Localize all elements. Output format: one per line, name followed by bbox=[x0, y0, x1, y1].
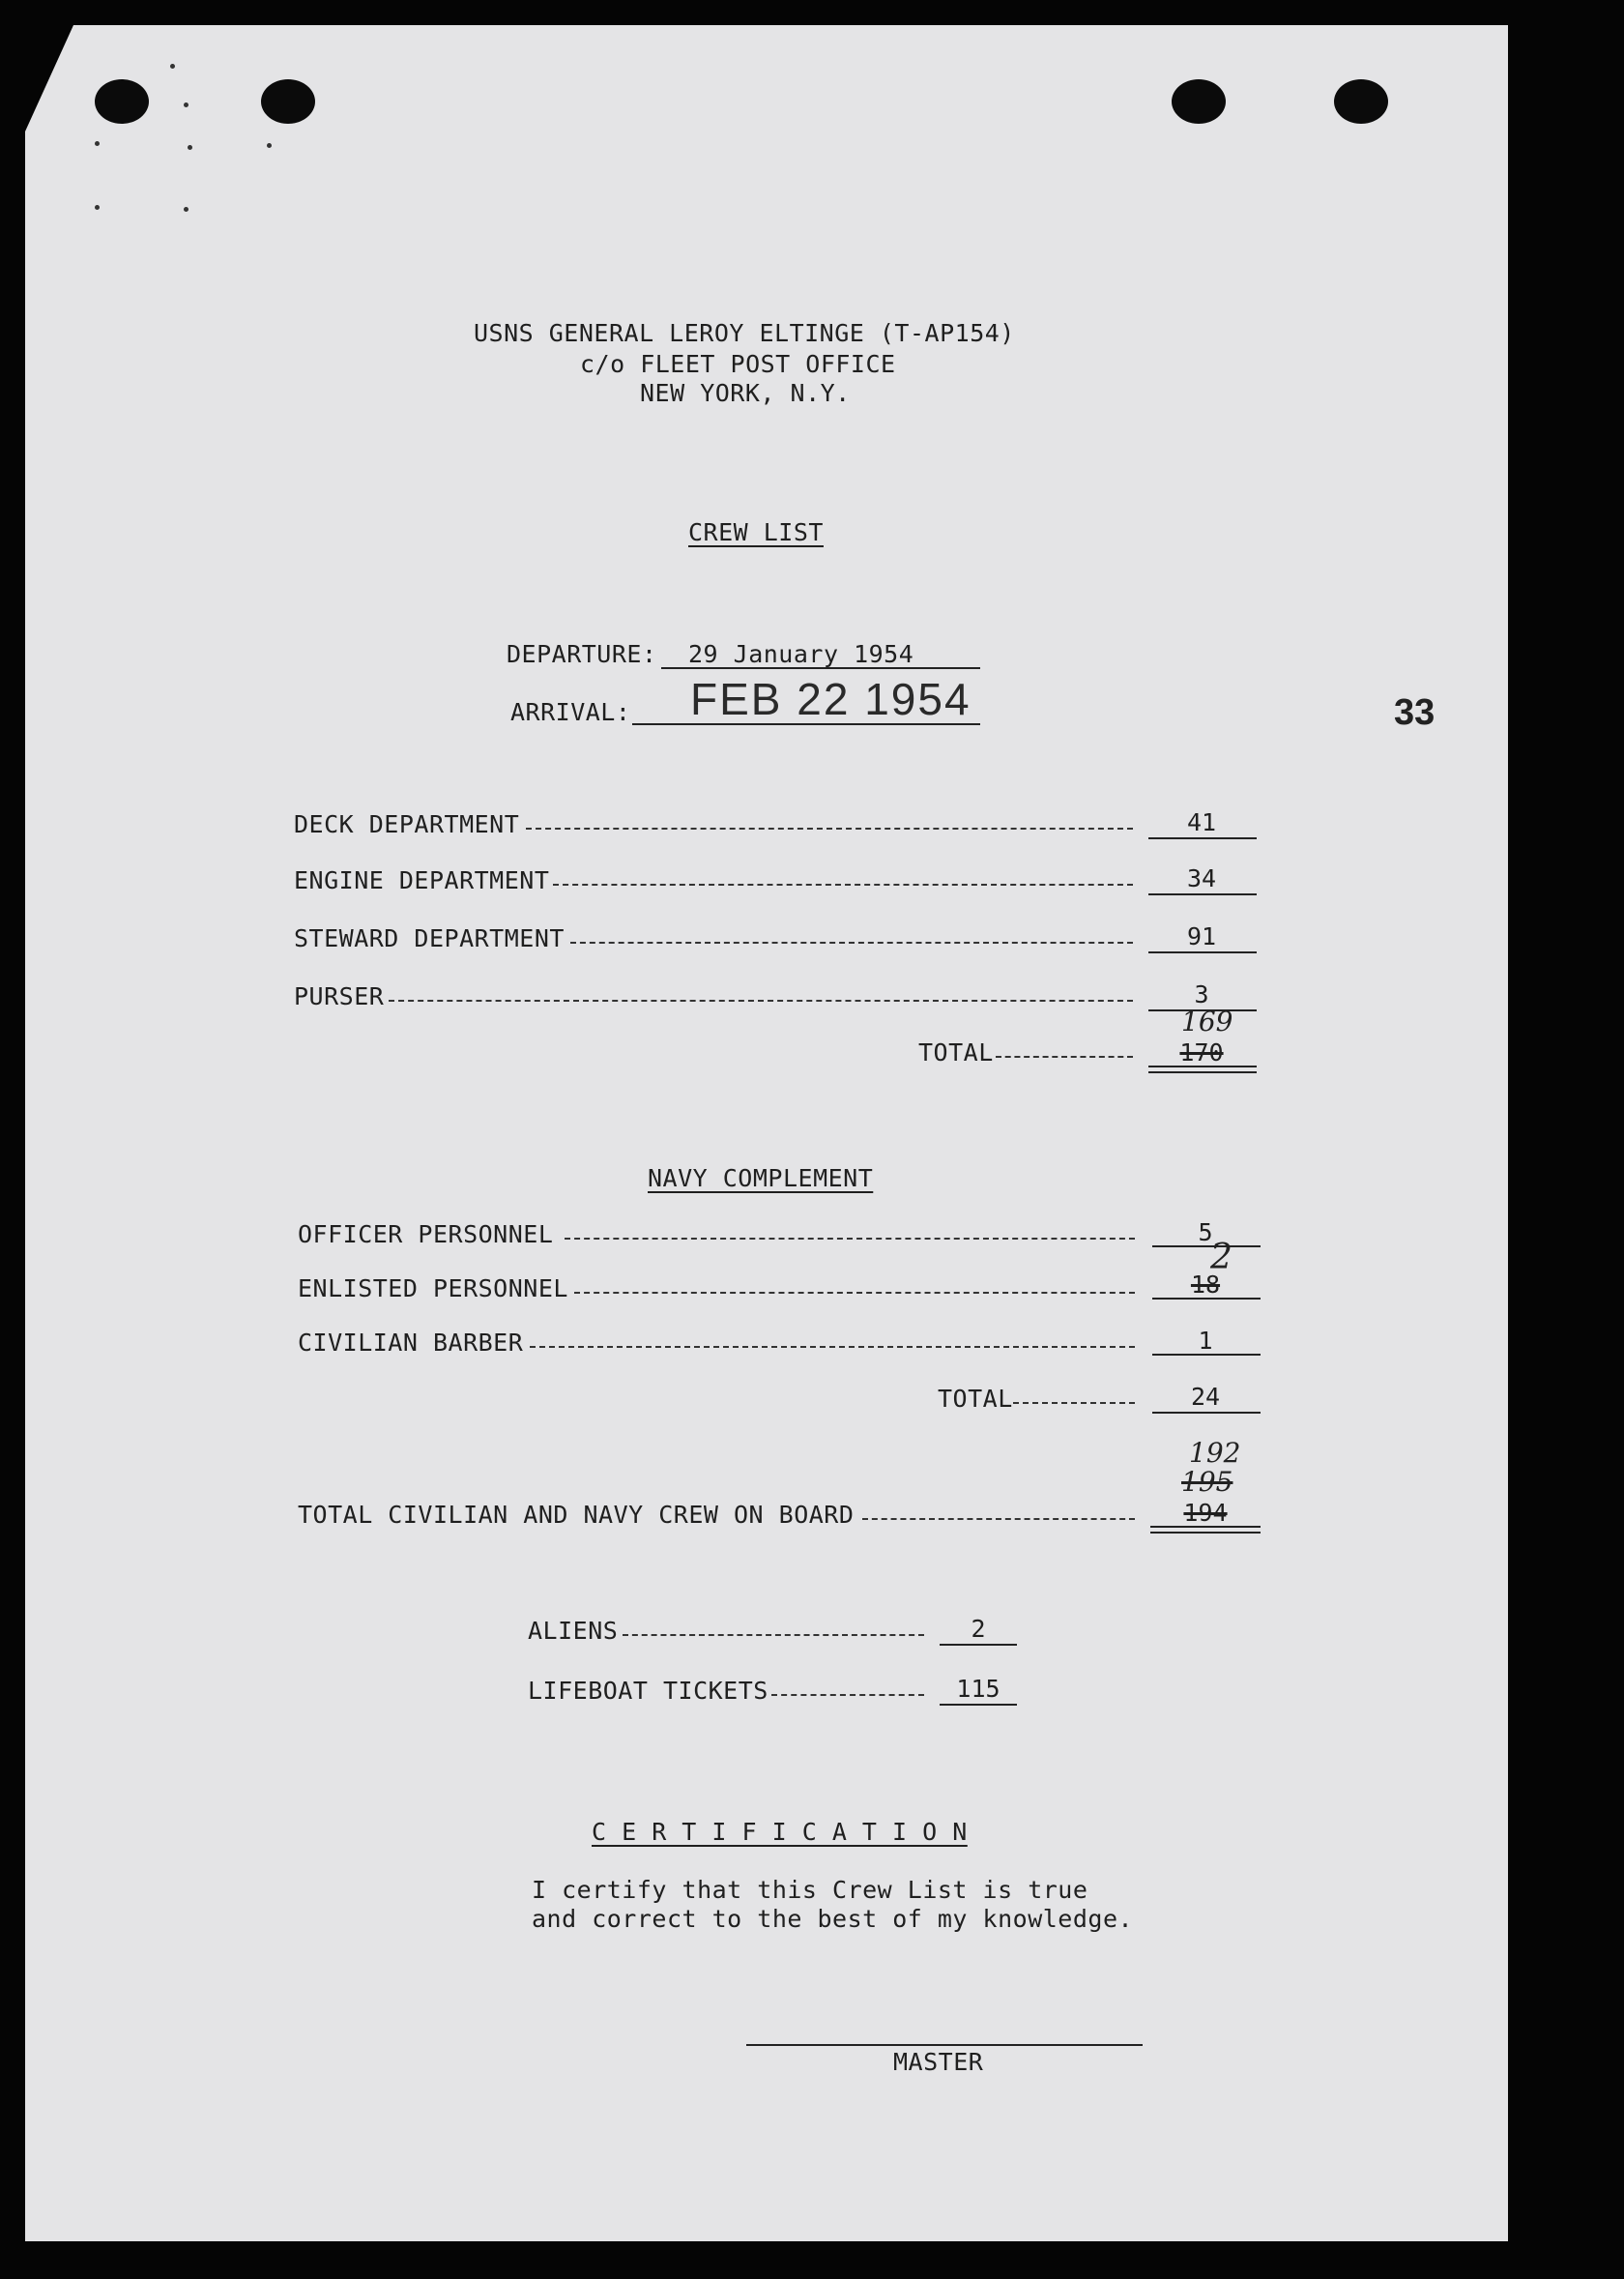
signature-line bbox=[746, 2044, 1143, 2046]
lifeboat-tickets-value: 115 bbox=[956, 1675, 1000, 1703]
navy-enlisted-correction: 2 bbox=[1210, 1238, 1232, 1277]
dept-purser-label: PURSER bbox=[294, 982, 385, 1010]
dept-engine-value: 34 bbox=[1186, 864, 1217, 892]
value-underline bbox=[1148, 951, 1257, 953]
speck bbox=[170, 64, 175, 69]
navy-officer-label: OFFICER PERSONNEL bbox=[298, 1220, 554, 1248]
total-double-underline bbox=[1148, 1066, 1257, 1067]
dept-steward-label: STEWARD DEPARTMENT bbox=[294, 924, 565, 952]
navy-total-label: TOTAL bbox=[938, 1385, 1013, 1413]
navy-officer-value: 5 bbox=[1198, 1218, 1213, 1246]
punch-hole bbox=[1172, 79, 1226, 124]
total-double-underline bbox=[1150, 1532, 1261, 1534]
speck bbox=[184, 207, 188, 212]
navy-total-value: 24 bbox=[1190, 1383, 1221, 1411]
value-underline bbox=[1148, 893, 1257, 895]
civilian-total-correction: 169 bbox=[1181, 1006, 1233, 1037]
speck bbox=[188, 145, 192, 150]
navy-enlisted-original: 18 bbox=[1190, 1271, 1221, 1299]
city-line: NEW YORK, N.Y. bbox=[640, 379, 851, 407]
leader-dashes bbox=[623, 1634, 924, 1636]
aliens-value: 2 bbox=[971, 1615, 986, 1643]
dept-engine-label: ENGINE DEPARTMENT bbox=[294, 866, 550, 894]
value-underline bbox=[940, 1704, 1017, 1706]
leader-dashes bbox=[553, 884, 1133, 886]
speck bbox=[95, 141, 100, 146]
punch-hole bbox=[261, 79, 315, 124]
dept-deck-value: 41 bbox=[1186, 808, 1217, 836]
leader-dashes bbox=[862, 1518, 1135, 1520]
speck bbox=[184, 102, 188, 107]
leader-dashes bbox=[570, 942, 1133, 944]
arrival-date-stamp: FEB 22 1954 bbox=[690, 674, 972, 724]
page-number: 33 bbox=[1394, 692, 1436, 733]
dept-steward-value: 91 bbox=[1186, 922, 1217, 950]
navy-barber-label: CIVILIAN BARBER bbox=[298, 1329, 524, 1357]
leader-dashes bbox=[565, 1238, 1135, 1240]
arrival-line bbox=[632, 723, 980, 725]
grand-total-correction-struck: 195 bbox=[1181, 1466, 1233, 1498]
leader-dashes bbox=[389, 1000, 1133, 1002]
navy-complement-title: NAVY COMPLEMENT bbox=[648, 1164, 874, 1192]
grand-total-original: 194 bbox=[1183, 1499, 1228, 1527]
leader-dashes bbox=[1013, 1402, 1135, 1404]
leader-dashes bbox=[574, 1292, 1135, 1294]
certification-title: C E R T I F I C A T I O N bbox=[592, 1818, 968, 1846]
speck bbox=[267, 143, 272, 148]
leader-dashes bbox=[996, 1056, 1133, 1058]
civilian-total-original: 170 bbox=[1179, 1038, 1224, 1066]
value-underline bbox=[1148, 837, 1257, 839]
crew-list-title: CREW LIST bbox=[688, 518, 824, 546]
certification-line-2: and correct to the best of my knowledge. bbox=[532, 1905, 1134, 1933]
civilian-total-label: TOTAL bbox=[918, 1038, 994, 1066]
fleet-post-office: c/o FLEET POST OFFICE bbox=[580, 350, 896, 378]
leader-dashes bbox=[530, 1346, 1135, 1348]
grand-total-label: TOTAL CIVILIAN AND NAVY CREW ON BOARD bbox=[298, 1501, 855, 1529]
dept-deck-label: DECK DEPARTMENT bbox=[294, 810, 520, 838]
leader-dashes bbox=[771, 1694, 924, 1696]
certification-line-1: I certify that this Crew List is true bbox=[532, 1876, 1088, 1904]
ship-name: USNS GENERAL LEROY ELTINGE (T-AP154) bbox=[474, 319, 1015, 347]
speck bbox=[95, 205, 100, 210]
grand-total-correction-final: 192 bbox=[1189, 1437, 1241, 1469]
aliens-label: ALIENS bbox=[528, 1617, 619, 1645]
arrival-label: ARRIVAL: bbox=[510, 698, 631, 726]
value-underline bbox=[1152, 1298, 1261, 1300]
departure-label: DEPARTURE: bbox=[507, 640, 657, 668]
navy-barber-value: 1 bbox=[1198, 1327, 1213, 1355]
navy-enlisted-label: ENLISTED PERSONNEL bbox=[298, 1274, 568, 1302]
lifeboat-tickets-label: LIFEBOAT TICKETS bbox=[528, 1677, 768, 1705]
punch-hole bbox=[1334, 79, 1388, 124]
leader-dashes bbox=[526, 828, 1133, 830]
value-underline bbox=[1152, 1354, 1261, 1356]
departure-value: 29 January 1954 bbox=[688, 640, 914, 668]
total-double-underline bbox=[1150, 1526, 1261, 1528]
dept-purser-value: 3 bbox=[1194, 980, 1209, 1008]
value-underline bbox=[1152, 1245, 1261, 1247]
departure-line bbox=[661, 667, 980, 669]
total-double-underline bbox=[1148, 1071, 1257, 1073]
value-underline bbox=[1152, 1412, 1261, 1414]
value-underline bbox=[940, 1644, 1017, 1646]
signature-label: MASTER bbox=[893, 2048, 984, 2076]
punch-hole bbox=[95, 79, 149, 124]
